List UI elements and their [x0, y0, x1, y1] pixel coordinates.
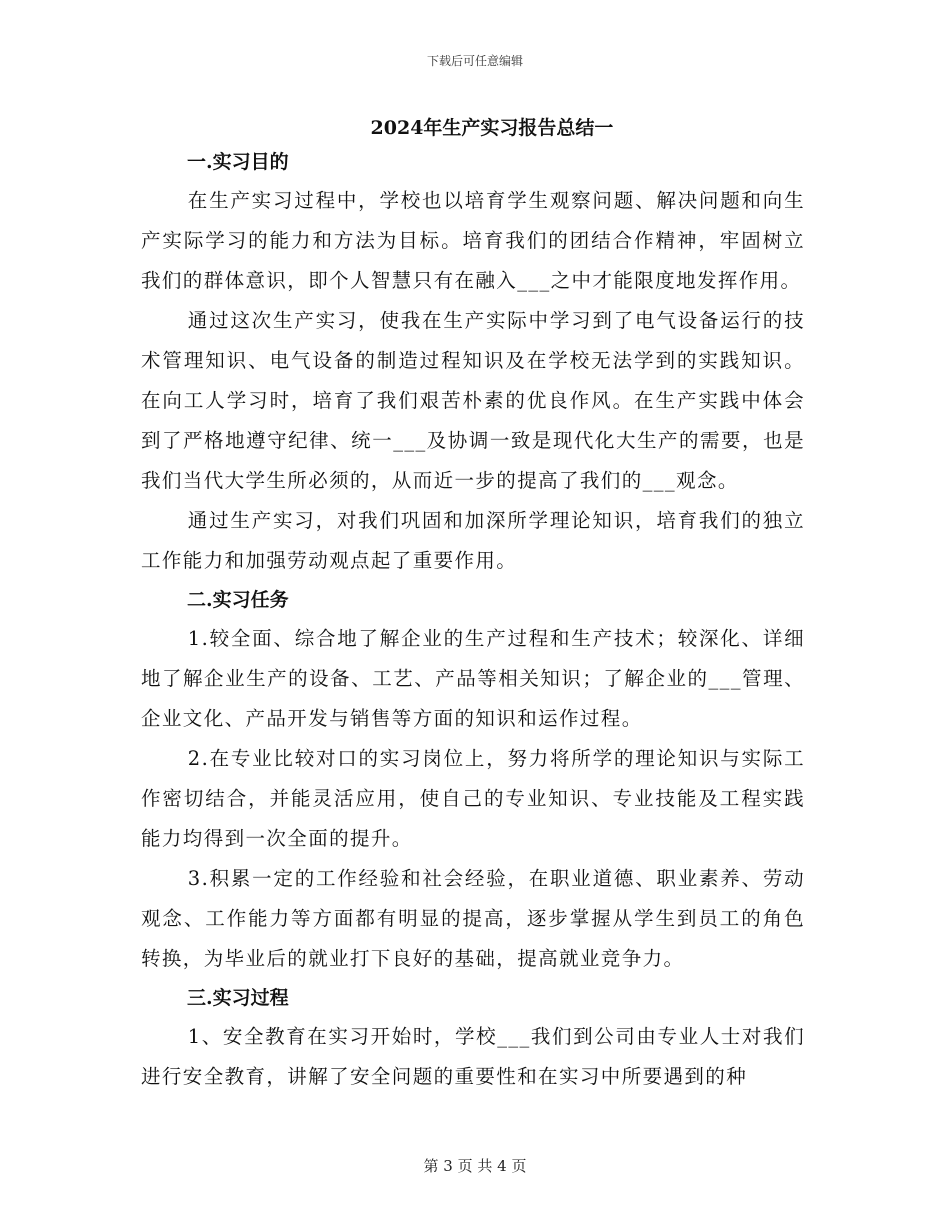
paragraph: 通过这次生产实习，使我在生产实际中学习到了电气设备运行的技术管理知识、电气设备的制造过程知识及在学校无法学到的实践知识。在向工人学习时，培育了我们艰苦朴素的优良作风。在生产实践中体会到了严格地遵守纪律、统一___及协调一致是现代化大生产的需要，也是我们当代大学生所必须的，从而近一步的提高了我们的___观念。: [141, 309, 805, 492]
paragraph: 通过生产实习，对我们巩固和加深所学理论知识，培育我们的独立工作能力和加强劳动观点起了重要作用。: [141, 509, 805, 572]
section-heading: 二.实习任务: [187, 589, 289, 611]
paragraph: 1.较全面、综合地了解企业的生产过程和生产技术；较深化、详细地了解企业生产的设备、工艺、产品等相关知识；了解企业的___管理、企业文化、产品开发与销售等方面的知识和运作过程。: [141, 627, 805, 730]
paragraph: 在生产实习过程中，学校也以培育学生观察问题、解决问题和向生产实际学习的能力和方法为目标。培育我们的团结合作精神，牢固树立我们的群体意识，即个人智慧只有在融入___之中才能限度地发挥作用。: [141, 189, 805, 292]
section-tasks: [141, 581, 805, 979]
paragraph: 1、安全教育在实习开始时，学校___我们到公司由专业人士对我们进行安全教育，讲解了安全问题的重要性和在实习中所要遇到的种: [141, 1025, 805, 1088]
document-title: 2024年生产实习报告总结一: [370, 117, 614, 139]
page-number: 第 3 页 共 4 页: [423, 1157, 527, 1175]
page-header: 下载后可任意编辑: [426, 54, 523, 68]
section-purpose: [141, 143, 805, 581]
section-heading: 一.实习目的: [187, 151, 289, 173]
document-body: [141, 143, 805, 1097]
section-process: [141, 979, 805, 1097]
paragraph: 3.积累一定的工作经验和社会经验，在职业道德、职业素养、劳动观念、工作能力等方面都有明显的提高，逐步掌握从学生到员工的角色转换，为毕业后的就业打下良好的基础，提高就业竞争力。: [141, 867, 805, 970]
paragraph: 2.在专业比较对口的实习岗位上，努力将所学的理论知识与实际工作密切结合，并能灵活应用，使自己的专业知识、专业技能及工程实践能力均得到一次全面的提升。: [141, 747, 805, 850]
section-heading: 三.实习过程: [187, 987, 289, 1009]
